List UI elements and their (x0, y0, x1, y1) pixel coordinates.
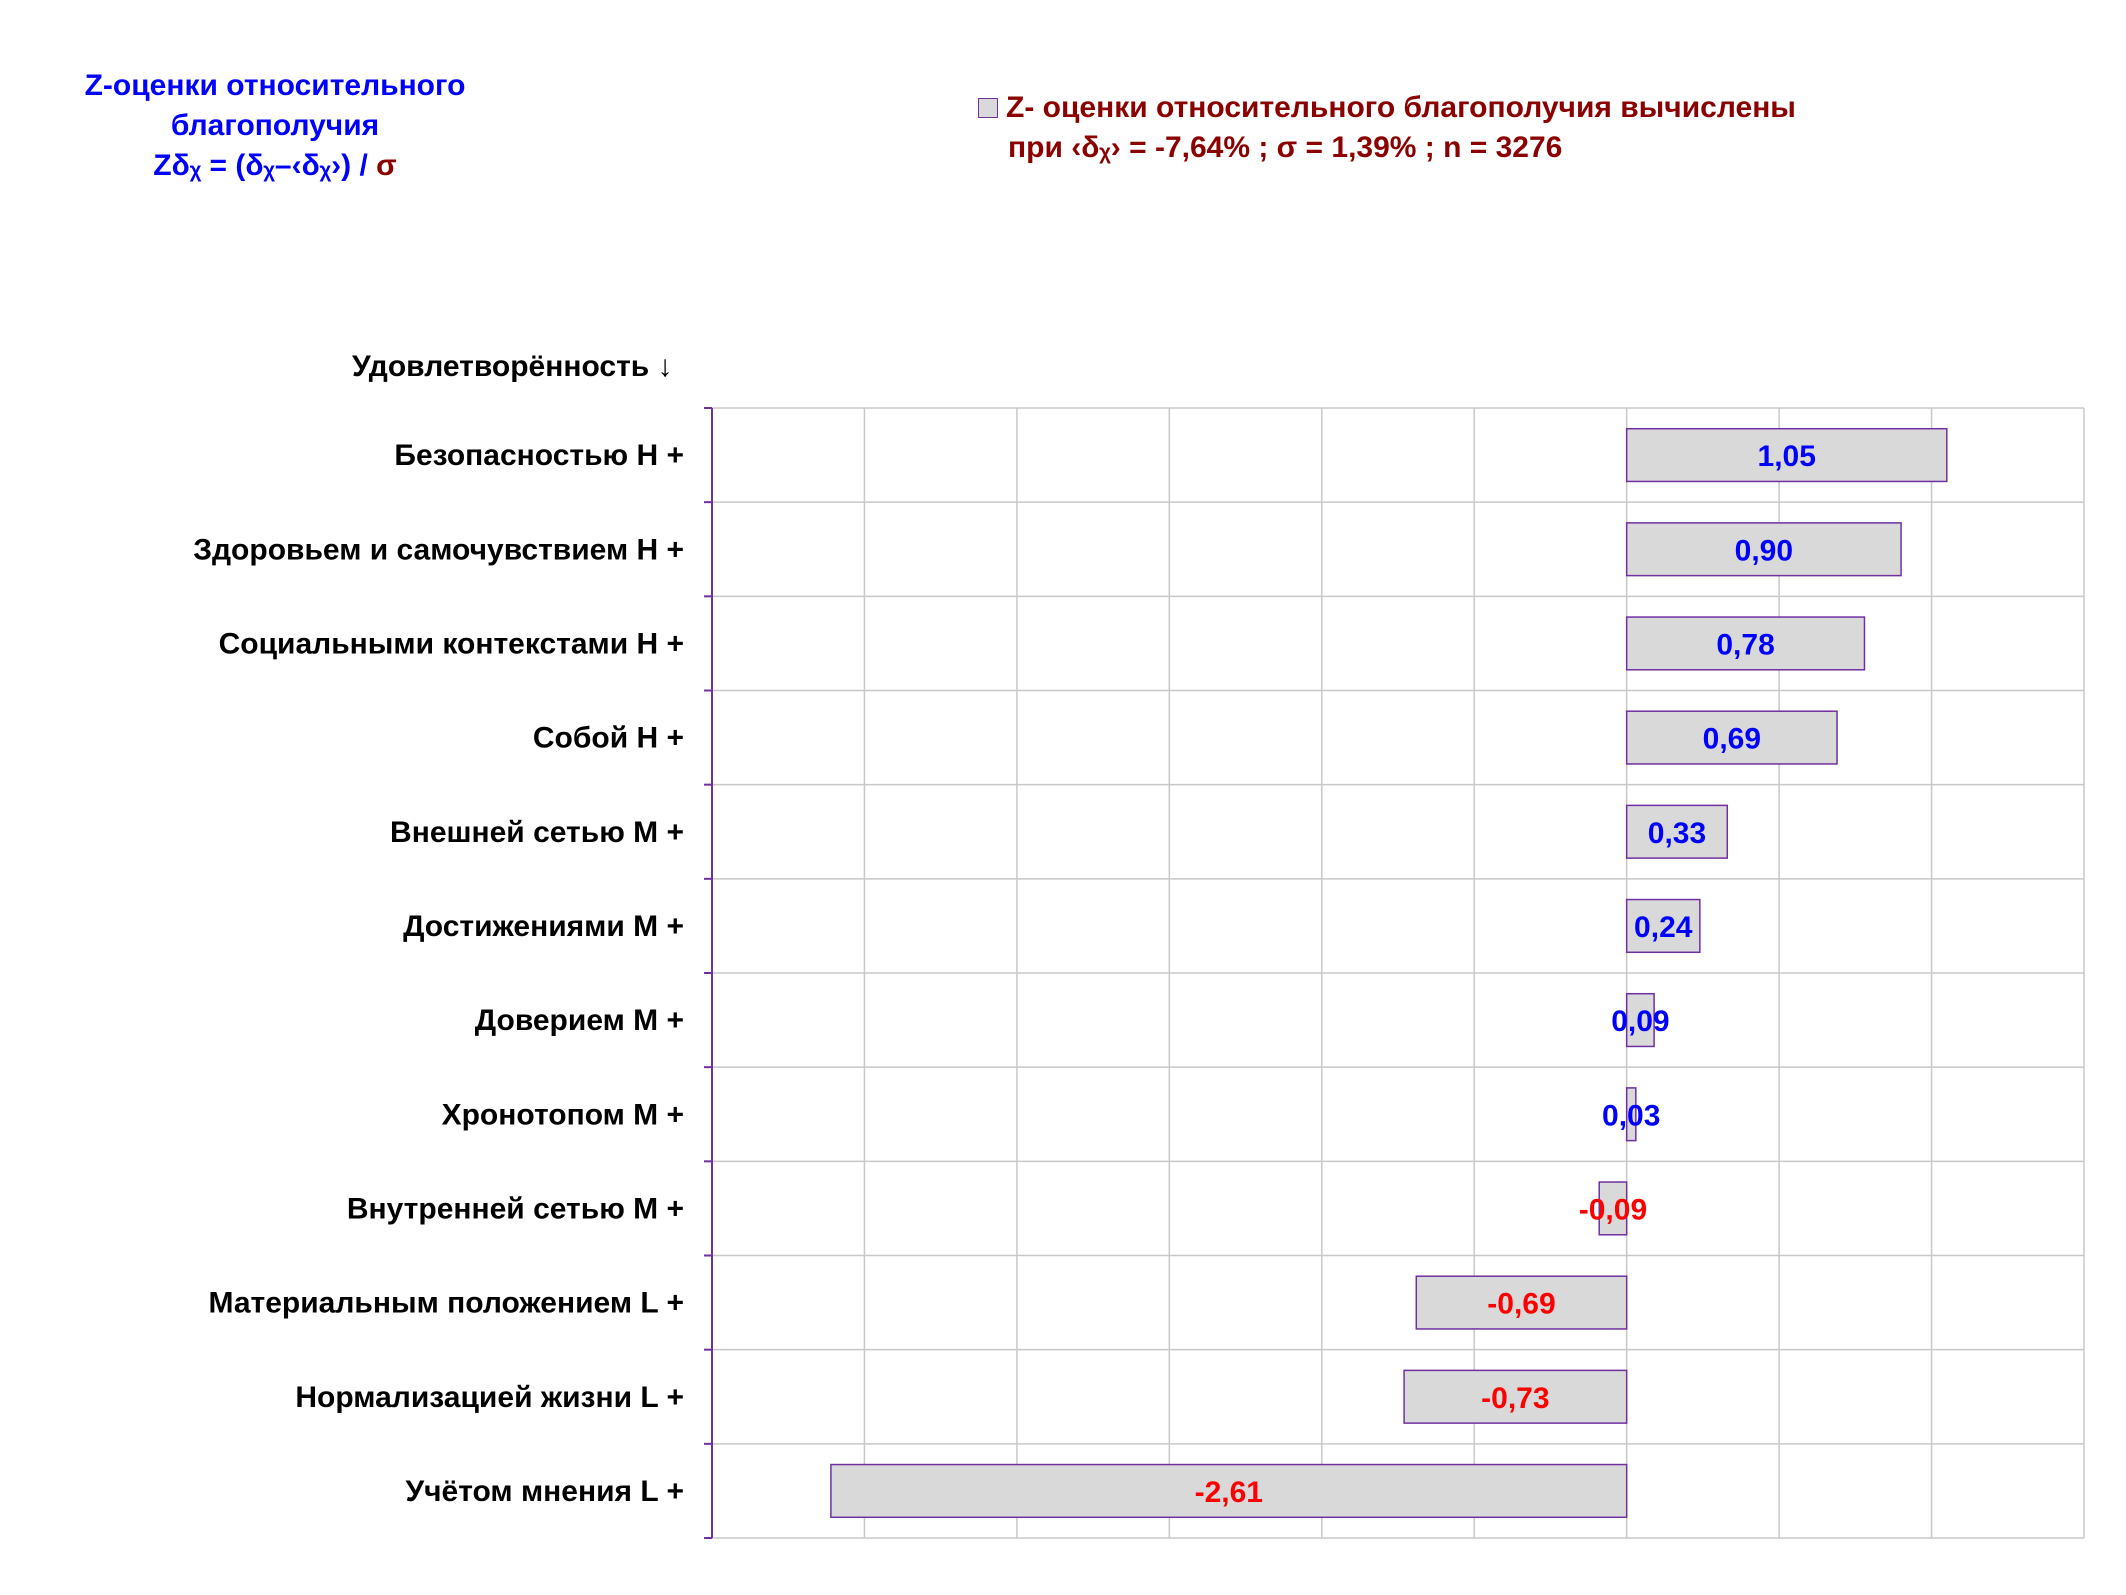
labels (193, 439, 1816, 1509)
category-label: Материальным положением L + (208, 1286, 684, 1320)
chart-title-line2: благополучия (170, 109, 380, 142)
category-label: Доверием M + (474, 1004, 684, 1038)
value-label: -0,09 (1578, 1193, 1648, 1227)
value-label: -0,73 (1481, 1381, 1550, 1415)
category-label: Достижениями M + (403, 909, 684, 943)
category-label: Безопасностью H + (394, 439, 684, 473)
value-label: 0,78 (1716, 628, 1775, 662)
chart-title-line1: Z-оценки относительного (84, 69, 466, 102)
value-label: 0,24 (1634, 910, 1693, 944)
category-label: Здоровьем и самочувствием H + (193, 533, 684, 567)
value-label: 0,33 (1647, 816, 1707, 850)
legend-line1: Z- оценки относительного благополучия вычислены (1006, 91, 1796, 124)
axis-heading: Удовлетворённость ↓ (352, 350, 673, 383)
category-label: Хронотопом M + (441, 1098, 684, 1132)
z-formula-text: Zδᵪ = (δᵪ–‹δᵪ›) / (153, 149, 368, 182)
value-label: 0,09 (1611, 1005, 1670, 1039)
value-label: -2,61 (1194, 1475, 1263, 1509)
category-label: Внешней сетью M + (390, 815, 684, 849)
value-label: 0,69 (1702, 722, 1762, 756)
category-label: Социальными контекстами H + (218, 627, 684, 661)
legend-line2: при ‹δᵪ› = -7,64% ; σ = 1,39% ; n = 3276 (1008, 131, 1563, 164)
value-label: 1,05 (1757, 440, 1816, 474)
category-label: Учётом мнения L + (405, 1474, 684, 1508)
category-label: Нормализацией жизни L + (295, 1380, 684, 1414)
grid (704, 408, 2084, 1538)
category-label: Собой H + (532, 721, 684, 755)
category-label: Внутренней сетью M + (346, 1192, 684, 1226)
z-formula-sigma: σ (376, 149, 397, 182)
value-label: 0,90 (1734, 534, 1794, 568)
value-label: 0,03 (1602, 1099, 1661, 1133)
value-label: -0,69 (1487, 1287, 1556, 1321)
